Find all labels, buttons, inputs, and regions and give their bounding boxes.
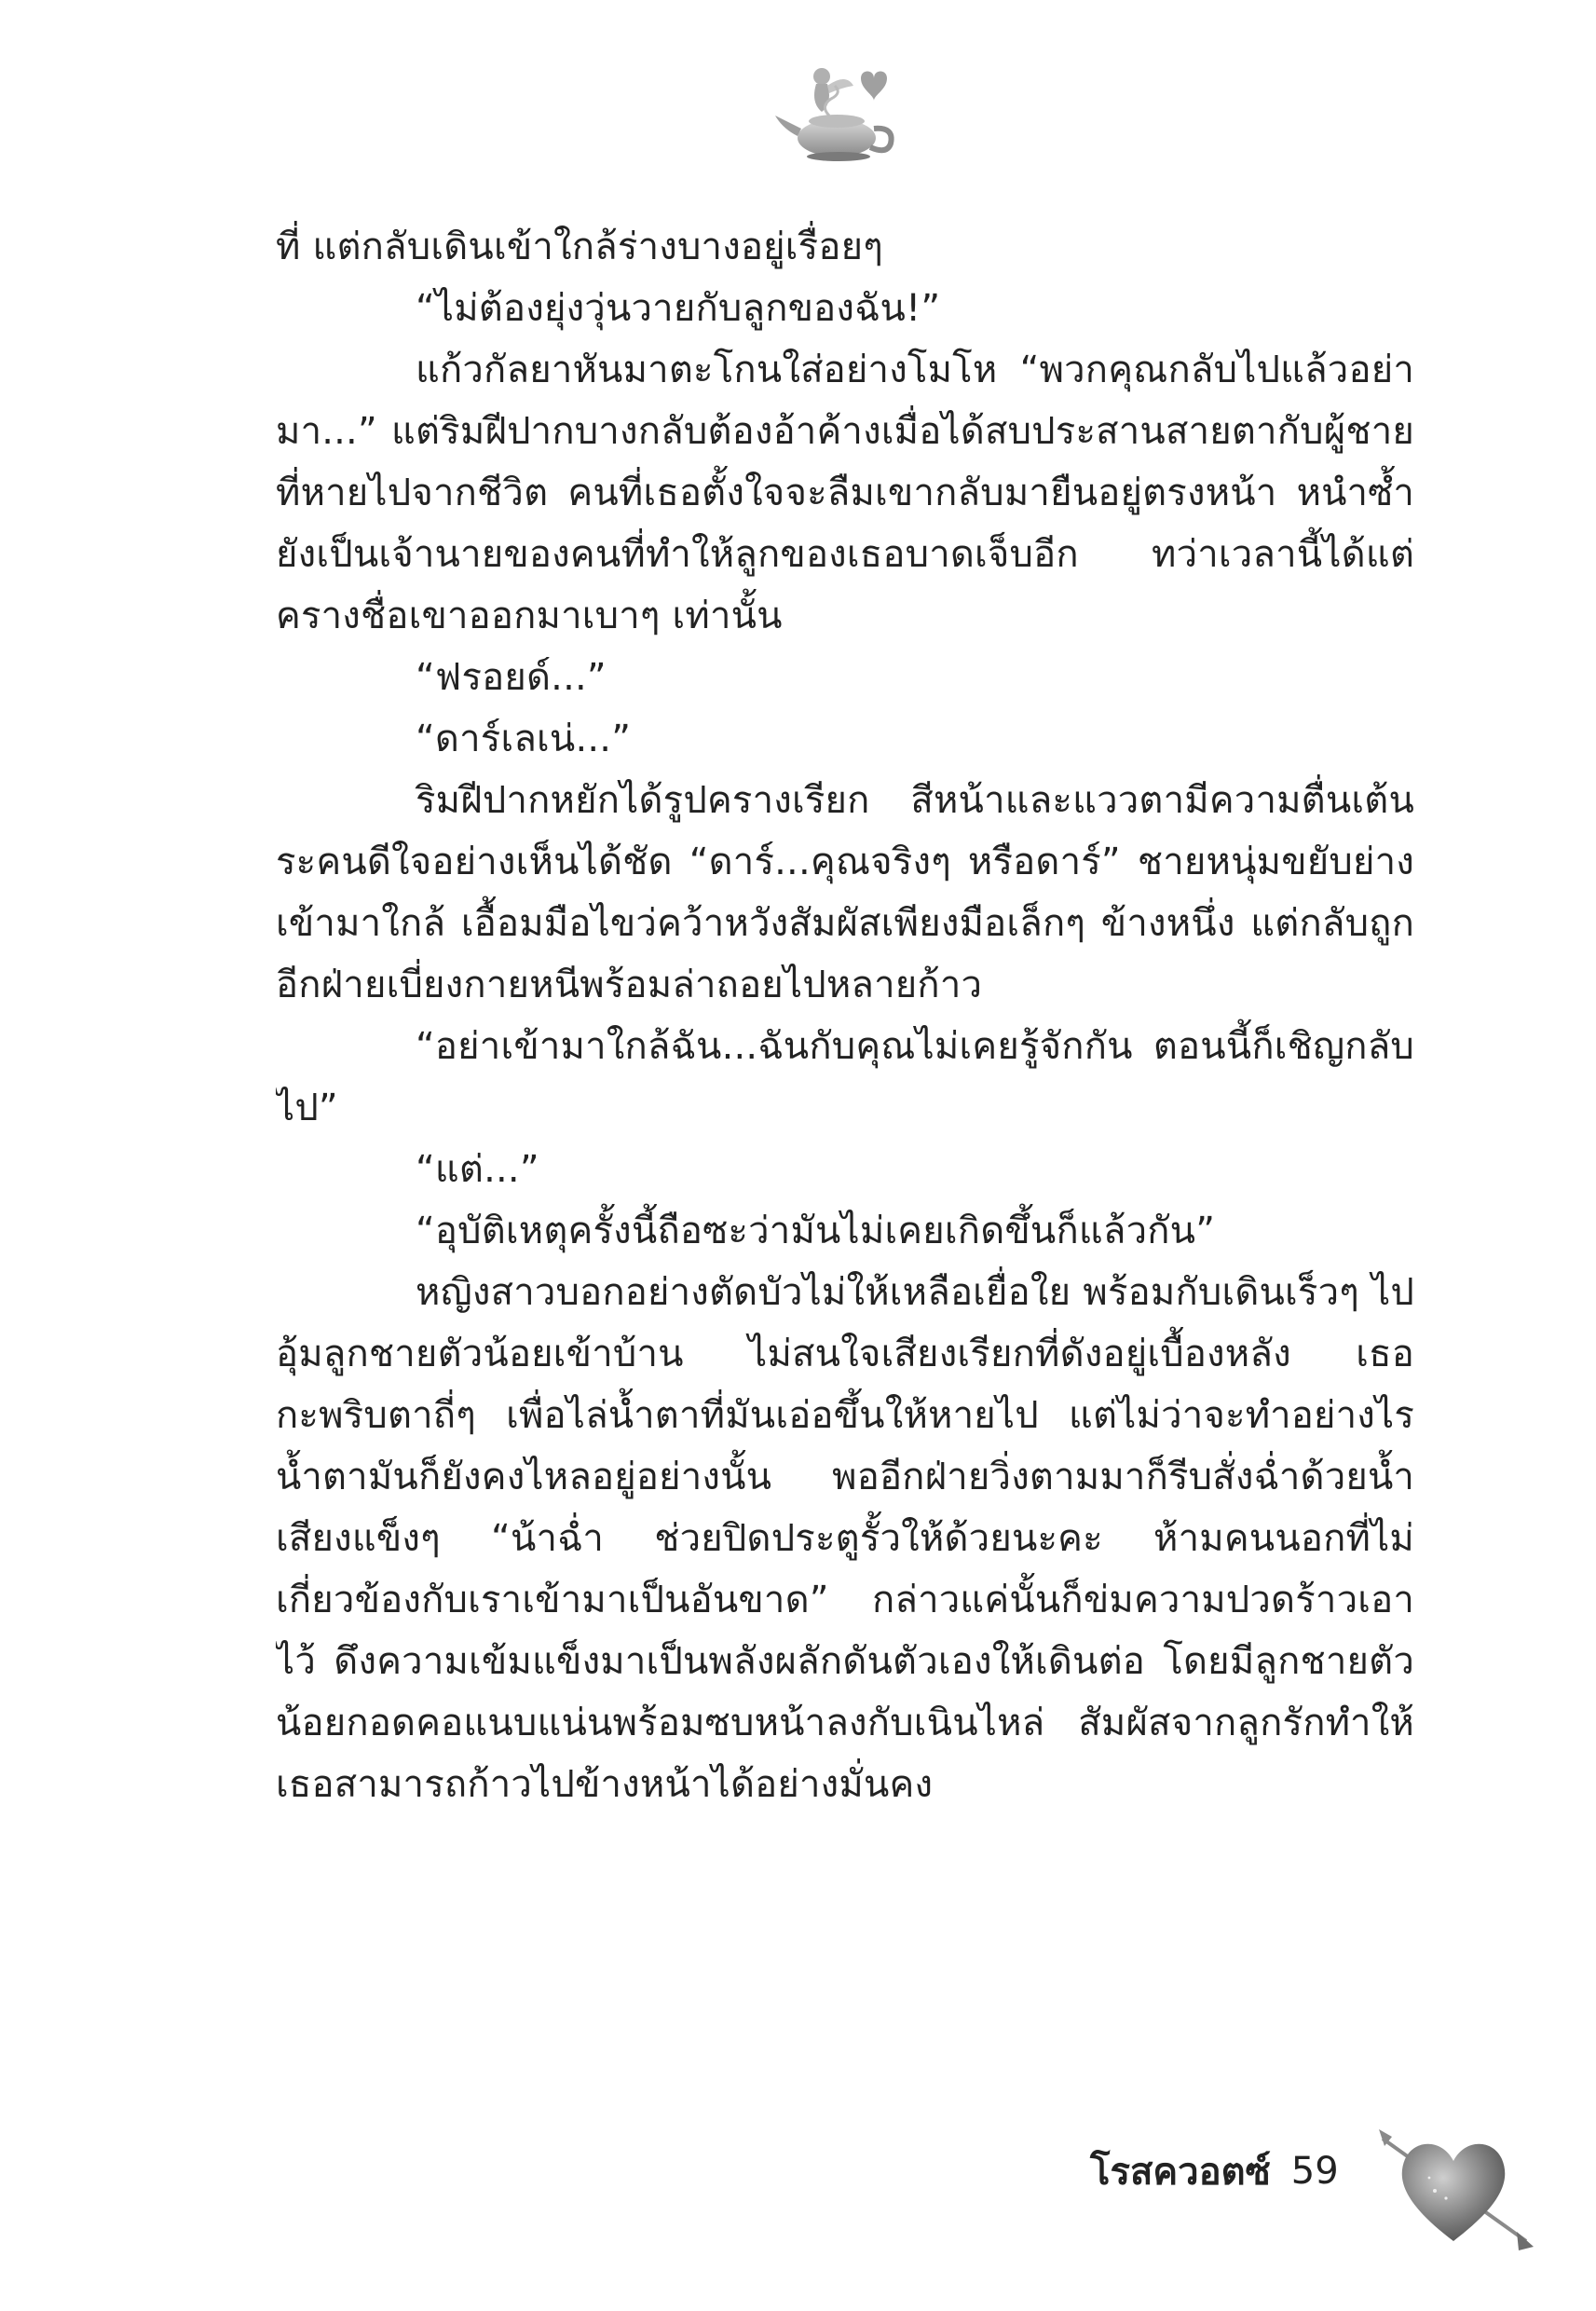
cupid-teapot-icon [764,54,913,166]
book-title: โรสควอตซ์ [1090,2151,1271,2194]
paragraph-5: “ดาร์เลเน่...” [416,718,632,760]
paragraph-6: ริมฝีปากหยักได้รูปครางเรียก สีหน้าและแววตามีความตื่นเต้นระคนดีใจอย่างเห็นได้ชัด “ดาร์...คุณจริงๆ หรือดาร์” ชายหนุ่มขยับย่างเข้ามาใกล้ เอื้อมมือไขว่คว้าหวังสัมผัสเพียงมือเล็กๆ ข้างหนึ่ง แต่กลับถูกอีกฝ่ายเบี่ยงกายหนีพร้อมล่าถอยไปหลายก้าว [276,779,1414,1006]
heart-arrow-icon [1370,2101,1537,2260]
paragraph-1: ที่ แต่กลับเดินเข้าใกล้ร่างบางอยู่เรื่อยๆ [276,226,883,268]
paragraph-2: “ไม่ต้องยุ่งวุ่นวายกับลูกของฉัน!” [416,287,941,330]
paragraph-10: หญิงสาวบอกอย่างตัดบัวไม่ให้เหลือเยื่อใย พร้อมกับเดินเร็วๆ ไปอุ้มลูกชายตัวน้อยเข้าบ้าน ไม่สนใจเสียงเรียกที่ดังอยู่เบื้องหลัง เธอกะพริบตาถี่ๆ เพื่อไล่น้ำตาที่มันเอ่อขึ้นให้หายไป แต่ไม่ว่าจะทำอย่างไรน้ำตามันก็ยังคงไหลอยู่อย่างนั้น พออีกฝ่ายวิ่งตามมาก็รีบสั่งฉ่ำด้วยน้ำเสียงแข็งๆ “น้าฉ่ำ ช่วยปิดประตูรั้วให้ด้วยนะคะ ห้ามคนนอกที่ไม่เกี่ยวข้องกับเราเข้ามาเป็นอันขาด” กล่าวแค่นั้นก็ข่มความปวดร้าวเอาไว้ ดึงความเข้มแข็งมาเป็นพลังผลักดันตัวเองให้เดินต่อ โดยมีลูกชายตัวน้อยกอดคอแนบแน่นพร้อมซบหน้าลงกับเนินไหล่ สัมผัสจากลูกรักทำให้เธอสามารถก้าวไปข้างหน้าได้อย่างมั่นคง [276,1271,1414,1806]
paragraph-9: “อุบัติเหตุครั้งนี้ถือซะว่ามันไม่เคยเกิดขึ้นก็แล้วกัน” [416,1210,1216,1252]
body-text [276,216,1414,2136]
page-number: 59 [1290,2150,1339,2193]
paragraph-8: “แต่...” [416,1148,539,1191]
paragraph-7: “อย่าเข้ามาใกล้ฉัน...ฉันกับคุณไม่เคยรู้จักกัน ตอนนี้ก็เชิญกลับไป” [276,1025,1414,1129]
paragraph-4: “ฟรอยด์...” [416,656,607,699]
paragraph-3: แก้วกัลยาหันมาตะโกนใส่อย่างโมโห “พวกคุณกลับไปแล้วอย่ามา...” แต่ริมฝีปากบางกลับต้องอ้าค้างเมื่อได้สบประสานสายตากับผู้ชายที่หายไปจากชีวิต คนที่เธอตั้งใจจะลืมเขากลับมายืนอยู่ตรงหน้า หนำซ้ำยังเป็นเจ้านายของคนที่ทำให้ลูกของเธอบาดเจ็บอีก ทว่าเวลานี้ได้แต่ครางชื่อเขาออกมาเบาๆ เท่านั้น [276,349,1414,637]
page-footer [1090,2143,1339,2199]
